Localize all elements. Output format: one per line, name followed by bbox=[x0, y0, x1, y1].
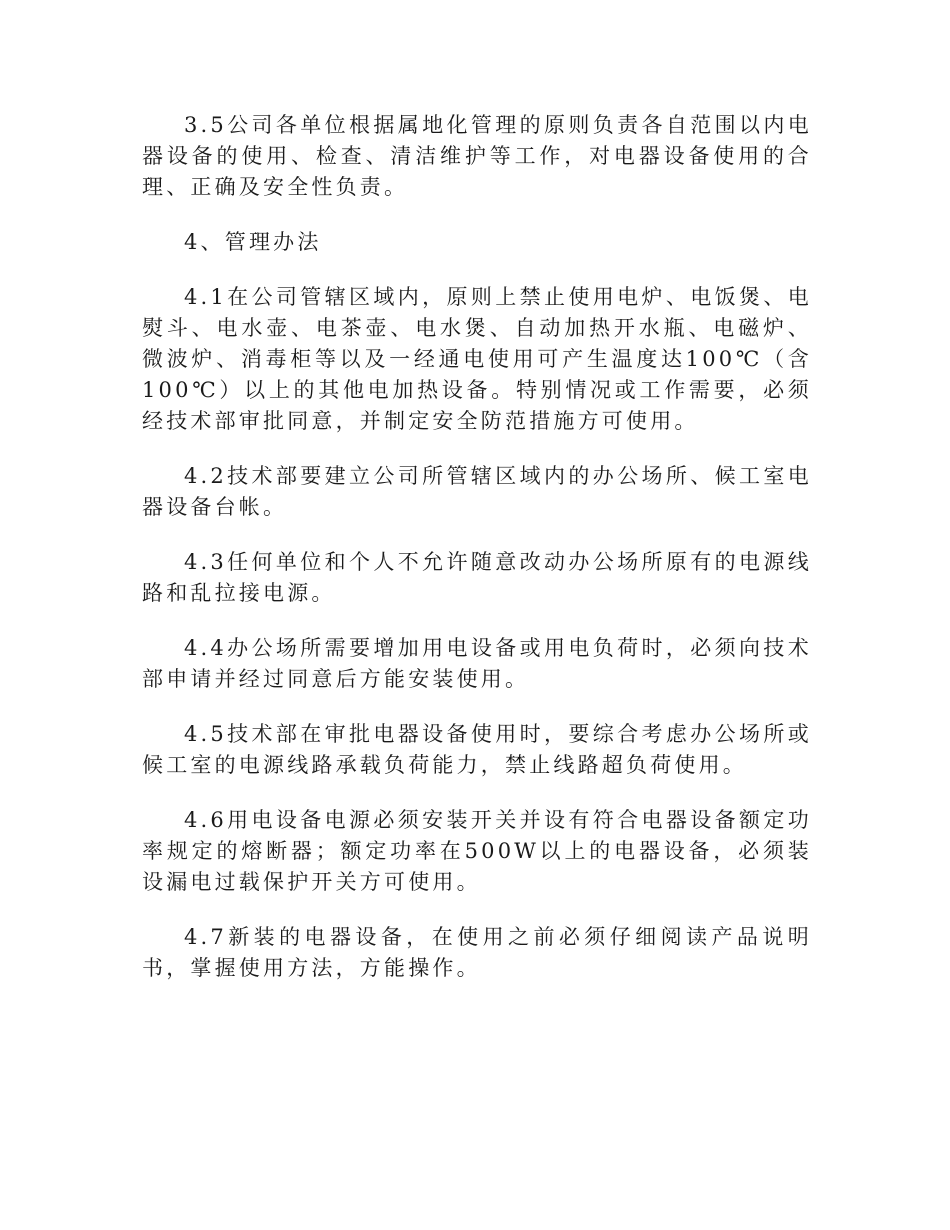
paragraph-4-3: 4.3任何单位和个人不允许随意改动办公场所原有的电源线路和乱拉接电源。 bbox=[142, 550, 812, 605]
document-page bbox=[142, 110, 812, 984]
paragraph-3-5: 3.5公司各单位根据属地化管理的原则负责各自范围以内电器设备的使用、检查、清洁维护等工作，对电器设备使用的合理、正确及安全性负责。 bbox=[142, 113, 812, 199]
paragraph-4-6: 4.6用电设备电源必须安装开关并设有符合电器设备额定功率规定的熔断器；额定功率在500W以上的电器设备，必须装设漏电过载保护开关方可使用。 bbox=[142, 808, 812, 894]
section-heading-4: 4、管理办法 bbox=[184, 230, 322, 254]
paragraph-4-2: 4.2技术部要建立公司所管辖区域内的办公场所、候工室电器设备台帐。 bbox=[142, 464, 812, 519]
paragraph-4-1: 4.1在公司管辖区域内，原则上禁止使用电炉、电饭煲、电熨斗、电水壶、电茶壶、电水煲、自动加热开水瓶、电磁炉、微波炉、消毒柜等以及一经通电使用可产生温度达100℃（含100℃）以上的其他电加热设备。特别情况或工作需要，必须经技术部审批同意，并制定安全防范措施方可使用。 bbox=[142, 285, 812, 433]
paragraph-4-5: 4.5技术部在审批电器设备使用时，要综合考虑办公场所或候工室的电源线路承载负荷能力，禁止线路超负荷使用。 bbox=[142, 722, 812, 777]
paragraph-4-7: 4.7新装的电器设备，在使用之前必须仔细阅读产品说明书，掌握使用方法，方能操作。 bbox=[142, 925, 812, 980]
paragraph-4-4: 4.4办公场所需要增加用电设备或用电负荷时，必须向技术部申请并经过同意后方能安装使用。 bbox=[142, 636, 812, 691]
